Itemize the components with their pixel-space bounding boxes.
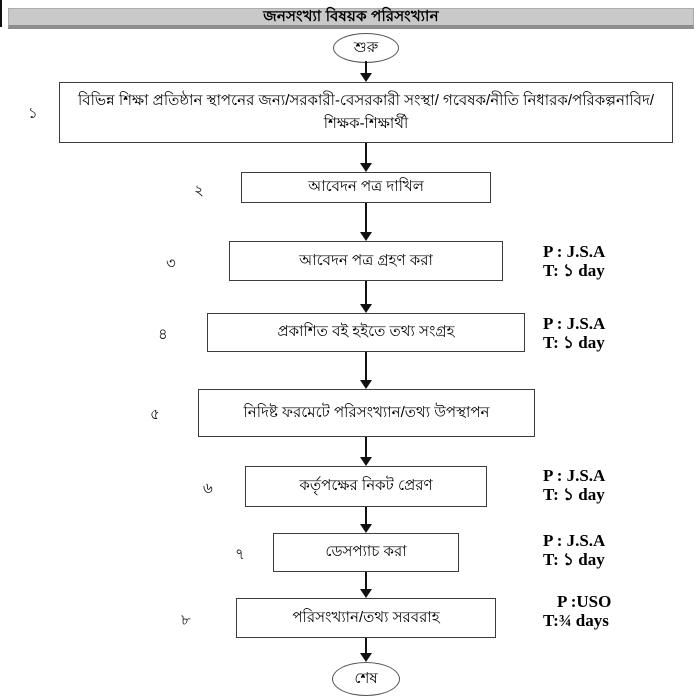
annotation-step-7 — [543, 531, 605, 569]
annotation-step-6 — [543, 466, 605, 504]
annotation-step-8 — [543, 592, 611, 630]
arrow-down-9 — [360, 638, 372, 662]
step-number-7: ৭ — [235, 546, 245, 563]
process-box-7 — [273, 533, 459, 572]
arrow-down-7 — [360, 507, 372, 533]
start-terminator — [333, 33, 399, 63]
step-number-2: ২ — [194, 182, 204, 199]
annotation-step-4-time: T: ১ day — [543, 333, 605, 352]
annotation-step-8-person: P :USO — [557, 592, 612, 611]
annotation-step-3-person: P : J.S.A — [543, 242, 606, 261]
annotation-step-6-time: T: ১ day — [543, 485, 605, 504]
arrow-down-5 — [360, 352, 372, 389]
annotation-step-7-time: T: ১ day — [543, 550, 605, 569]
page-edge-mark — [0, 0, 2, 27]
step-number-6: ৬ — [203, 480, 213, 497]
annotation-step-8-time: T:¾ days — [543, 611, 609, 630]
process-box-6 — [245, 466, 487, 507]
annotation-step-3 — [543, 242, 605, 280]
step-number-3: ৩ — [166, 255, 176, 272]
process-box-3 — [229, 241, 503, 281]
annotation-step-4 — [543, 314, 605, 352]
process-box-5 — [198, 389, 535, 437]
title-bar — [8, 8, 694, 29]
step-number-1: ১ — [28, 105, 38, 122]
process-box-1-label: বিভিন্ন শিক্ষা প্রতিষ্ঠান স্থাপনের জন্য/সরকারী-বেসরকারী সংস্থা/ গবেষক/নীতি নিধারক/পরিকল্পনাবিদ/শিক্ষক-শিক্ষার্থী — [77, 92, 654, 132]
process-box-4 — [207, 313, 525, 352]
arrow-down-1 — [360, 63, 372, 82]
process-box-7-label: ডেসপ্যাচ করা — [325, 543, 407, 561]
arrow-down-6 — [360, 437, 372, 466]
process-box-4-label: প্রকাশিত বই হইতে তথ্য সংগ্রহ — [277, 323, 455, 341]
step-number-8: ৮ — [181, 612, 191, 629]
process-box-8 — [236, 598, 496, 638]
process-box-2-label: আবেদন পত্র দাখিল — [308, 178, 424, 196]
process-box-5-label: নিদিষ্ট ফরমেটে পরিসংখ্যান/তথ্য উপস্থাপন — [243, 403, 490, 421]
step-number-5: ৫ — [150, 406, 160, 423]
arrow-down-2 — [360, 143, 372, 172]
process-box-2 — [241, 172, 491, 203]
process-box-6-label: কর্তৃপক্ষের নিকট প্রেরণ — [299, 477, 433, 495]
annotation-step-7-person: P : J.S.A — [543, 531, 606, 550]
annotation-step-6-person: P : J.S.A — [543, 466, 606, 485]
arrow-down-8 — [360, 572, 372, 598]
step-number-4: ৪ — [158, 326, 168, 343]
start-label: শুরু — [353, 38, 379, 56]
process-box-8-label: পরিসংখ্যান/তথ্য সরবরাহ — [292, 608, 440, 626]
arrow-down-4 — [360, 281, 372, 313]
end-terminator — [332, 662, 400, 696]
end-label: শেষ — [354, 669, 378, 687]
annotation-step-3-time: T: ১ day — [543, 261, 605, 280]
arrow-down-3 — [360, 203, 372, 241]
process-box-1 — [59, 82, 673, 143]
annotation-step-4-person: P : J.S.A — [543, 314, 606, 333]
process-box-3-label: আবেদন পত্র গ্রহণ করা — [299, 251, 433, 269]
page-title: জনসংখ্যা বিষয়ক পরিসংখ্যান — [263, 7, 439, 25]
